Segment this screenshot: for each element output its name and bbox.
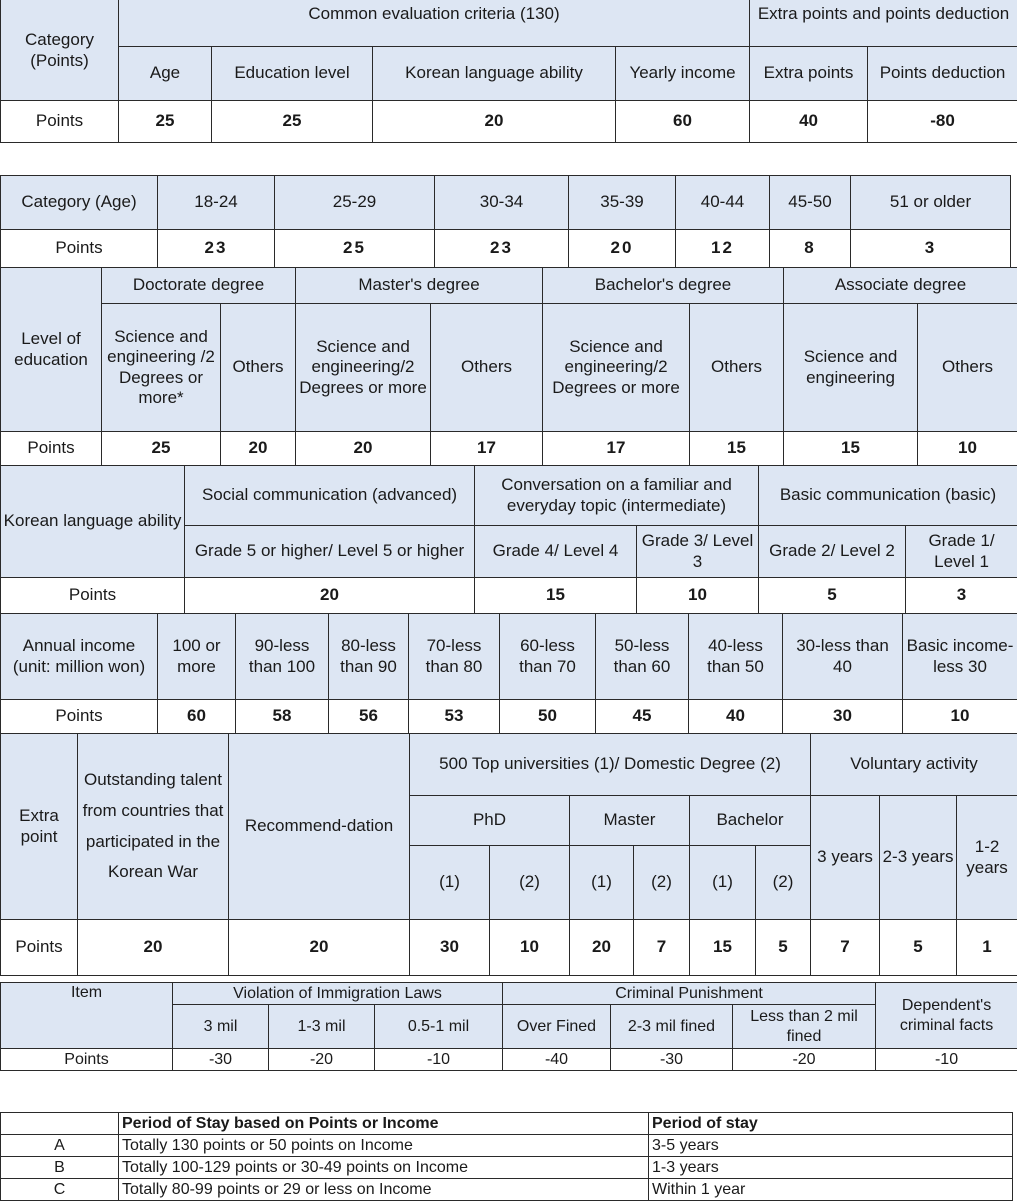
stay-grade: A — [1, 1135, 119, 1157]
age-points: 25 — [275, 230, 435, 268]
income-row-label: Points — [1, 700, 158, 734]
degree-master: Master — [570, 796, 690, 846]
extra-category-header: Extra point — [1, 734, 78, 920]
col-korean: Korean language ability — [373, 47, 616, 101]
degree-code: (1) — [690, 846, 756, 920]
age-category-header: Category (Age) — [1, 176, 158, 230]
income-range: 80-less than 90 — [329, 614, 409, 700]
income-category-header: Annual income (unit: million won) — [1, 614, 158, 700]
col-age: Age — [119, 47, 212, 101]
income-range: 50-less than 60 — [596, 614, 689, 700]
stay-criteria-header: Period of Stay based on Points or Income — [119, 1113, 649, 1135]
extra-points-table — [0, 733, 1017, 976]
extra-points: 10 — [490, 920, 570, 976]
degree-code: (2) — [490, 846, 570, 920]
deduction-sub: 2-3 mil fined — [611, 1005, 733, 1049]
degree-code: (2) — [634, 846, 690, 920]
stay-period: 1-3 years — [649, 1157, 1013, 1179]
stay-period-header: Period of stay — [649, 1113, 1013, 1135]
korean-group-advanced: Social communication (advanced) — [185, 466, 475, 526]
age-range: 40-44 — [676, 176, 770, 230]
education-row-label: Points — [1, 432, 102, 466]
age-table — [0, 175, 1011, 268]
degree-subcategory: Others — [918, 304, 1017, 432]
education-points: 10 — [918, 432, 1017, 466]
korean-category-header: Korean language ability — [1, 466, 185, 578]
common-criteria-header: Common evaluation criteria (130) — [119, 0, 750, 47]
degree-subcategory: Others — [221, 304, 296, 432]
korean-group-basic: Basic communication (basic) — [759, 466, 1017, 526]
education-points: 17 — [431, 432, 543, 466]
degree-subcategory: Science and engineering /2 Degrees or more* — [102, 304, 221, 432]
deduction-sub: Less than 2 mil fined — [733, 1005, 876, 1049]
degree-master: Master's degree — [296, 268, 543, 304]
recommendation-header: Recommend-dation — [229, 734, 410, 920]
voluntary-years: 3 years — [811, 796, 880, 920]
deduction-sub: 1-3 mil — [269, 1005, 375, 1049]
age-points: 8 — [770, 230, 851, 268]
education-points: 15 — [690, 432, 784, 466]
income-points: 40 — [689, 700, 783, 734]
age-range: 30-34 — [435, 176, 569, 230]
extra-points: 5 — [756, 920, 811, 976]
summary-category-header: Category (Points) — [1, 0, 119, 101]
degree-phd: PhD — [410, 796, 570, 846]
degree-doctorate: Doctorate degree — [102, 268, 296, 304]
extra-points: 20 — [229, 920, 410, 976]
summary-value-korean: 20 — [373, 101, 616, 143]
criminal-punishment-header: Criminal Punishment — [503, 983, 876, 1005]
summary-row-label: Points — [1, 101, 119, 143]
stay-grade: B — [1, 1157, 119, 1179]
summary-value-extra: 40 — [750, 101, 868, 143]
deduction-points: -10 — [876, 1049, 1017, 1071]
age-points: 12 — [676, 230, 770, 268]
income-points: 45 — [596, 700, 689, 734]
income-range: 70-less than 80 — [409, 614, 500, 700]
age-range: 51 or older — [851, 176, 1011, 230]
education-points: 20 — [221, 432, 296, 466]
korean-grade: Grade 2/ Level 2 — [759, 526, 906, 578]
dependent-criminal-header: Dependent's criminal facts — [876, 983, 1017, 1049]
extra-points: 15 — [690, 920, 756, 976]
income-range: 60-less than 70 — [500, 614, 596, 700]
korean-points: 10 — [637, 578, 759, 614]
degree-code: (1) — [410, 846, 490, 920]
deduction-sub: 3 mil — [173, 1005, 269, 1049]
age-points: 23 — [435, 230, 569, 268]
summary-value-income: 60 — [616, 101, 750, 143]
education-points: 15 — [784, 432, 918, 466]
deduction-sub: 0.5-1 mil — [375, 1005, 503, 1049]
age-range: 45-50 — [770, 176, 851, 230]
degree-code: (1) — [570, 846, 634, 920]
korean-points: 15 — [475, 578, 637, 614]
korean-grade: Grade 1/ Level 1 — [906, 526, 1017, 578]
stay-criteria: Totally 80-99 points or 29 or less on Income — [119, 1179, 649, 1201]
korean-points: 20 — [185, 578, 475, 614]
deduction-points: -20 — [733, 1049, 876, 1071]
age-points: 20 — [569, 230, 676, 268]
income-points: 60 — [158, 700, 236, 734]
deduction-points: -30 — [611, 1049, 733, 1071]
deduction-table — [0, 982, 1017, 1071]
stay-grade-header-empty — [1, 1113, 119, 1135]
korean-grade: Grade 5 or higher/ Level 5 or higher — [185, 526, 475, 578]
top-universities-header: 500 Top universities (1)/ Domestic Degree (2) — [410, 734, 811, 796]
age-range: 35-39 — [569, 176, 676, 230]
korean-row-label: Points — [1, 578, 185, 614]
degree-subcategory: Science and engineering/2 Degrees or more — [296, 304, 431, 432]
income-range: 100 or more — [158, 614, 236, 700]
age-range: 18-24 — [158, 176, 275, 230]
income-range: 90-less than 100 — [236, 614, 329, 700]
income-points: 50 — [500, 700, 596, 734]
extra-deduction-header: Extra points and points deduction — [750, 0, 1017, 47]
deduction-points: -10 — [375, 1049, 503, 1071]
age-points: 23 — [158, 230, 275, 268]
voluntary-years: 1-2 years — [957, 796, 1017, 920]
degree-code: (2) — [756, 846, 811, 920]
col-education: Education level — [212, 47, 373, 101]
education-category-header: Level of education — [1, 268, 102, 432]
extra-points: 7 — [634, 920, 690, 976]
income-points: 58 — [236, 700, 329, 734]
summary-value-deduction: -80 — [868, 101, 1017, 143]
period-of-stay-table — [0, 1112, 1013, 1201]
deduction-item-header: Item — [1, 983, 173, 1049]
extra-points: 30 — [410, 920, 490, 976]
extra-points: 7 — [811, 920, 880, 976]
degree-subcategory: Science and engineering/2 Degrees or more — [543, 304, 690, 432]
income-range: Basic income-less 30 — [903, 614, 1017, 700]
korean-grade: Grade 3/ Level 3 — [637, 526, 759, 578]
degree-bachelor: Bachelor — [690, 796, 811, 846]
extra-points: 20 — [570, 920, 634, 976]
col-extra-points: Extra points — [750, 47, 868, 101]
korean-war-talent-header: Outstanding talent from countries that participated in the Korean War — [78, 734, 229, 920]
stay-criteria: Totally 130 points or 50 points on Income — [119, 1135, 649, 1157]
income-points: 10 — [903, 700, 1017, 734]
extra-points: 5 — [880, 920, 957, 976]
deduction-sub: Over Fined — [503, 1005, 611, 1049]
income-range: 30-less than 40 — [783, 614, 903, 700]
immigration-violation-header: Violation of Immigration Laws — [173, 983, 503, 1005]
korean-group-intermediate: Conversation on a familiar and everyday topic (intermediate) — [475, 466, 759, 526]
extra-points: 1 — [957, 920, 1017, 976]
age-range: 25-29 — [275, 176, 435, 230]
income-points: 53 — [409, 700, 500, 734]
voluntary-activity-header: Voluntary activity — [811, 734, 1017, 796]
age-row-label: Points — [1, 230, 158, 268]
summary-value-education: 25 — [212, 101, 373, 143]
korean-points: 5 — [759, 578, 906, 614]
deduction-points: -30 — [173, 1049, 269, 1071]
summary-value-age: 25 — [119, 101, 212, 143]
education-points: 17 — [543, 432, 690, 466]
income-range: 40-less than 50 — [689, 614, 783, 700]
deduction-points: -40 — [503, 1049, 611, 1071]
degree-subcategory: Others — [431, 304, 543, 432]
degree-subcategory: Others — [690, 304, 784, 432]
stay-grade: C — [1, 1179, 119, 1201]
stay-period: Within 1 year — [649, 1179, 1013, 1201]
degree-subcategory: Science and engineering — [784, 304, 918, 432]
col-income: Yearly income — [616, 47, 750, 101]
degree-bachelor: Bachelor's degree — [543, 268, 784, 304]
degree-associate: Associate degree — [784, 268, 1017, 304]
korean-grade: Grade 4/ Level 4 — [475, 526, 637, 578]
col-points-deduction: Points deduction — [868, 47, 1017, 101]
education-table — [0, 267, 1017, 466]
deduction-points: -20 — [269, 1049, 375, 1071]
stay-criteria: Totally 100-129 points or 30-49 points on Income — [119, 1157, 649, 1179]
voluntary-years: 2-3 years — [880, 796, 957, 920]
income-points: 56 — [329, 700, 409, 734]
income-table — [0, 613, 1017, 734]
korean-table — [0, 465, 1017, 614]
extra-row-label: Points — [1, 920, 78, 976]
income-points: 30 — [783, 700, 903, 734]
education-points: 25 — [102, 432, 221, 466]
korean-points: 3 — [906, 578, 1017, 614]
education-points: 20 — [296, 432, 431, 466]
stay-period: 3-5 years — [649, 1135, 1013, 1157]
extra-points: 20 — [78, 920, 229, 976]
summary-table — [0, 0, 1017, 143]
age-points: 3 — [851, 230, 1011, 268]
deduction-row-label: Points — [1, 1049, 173, 1071]
